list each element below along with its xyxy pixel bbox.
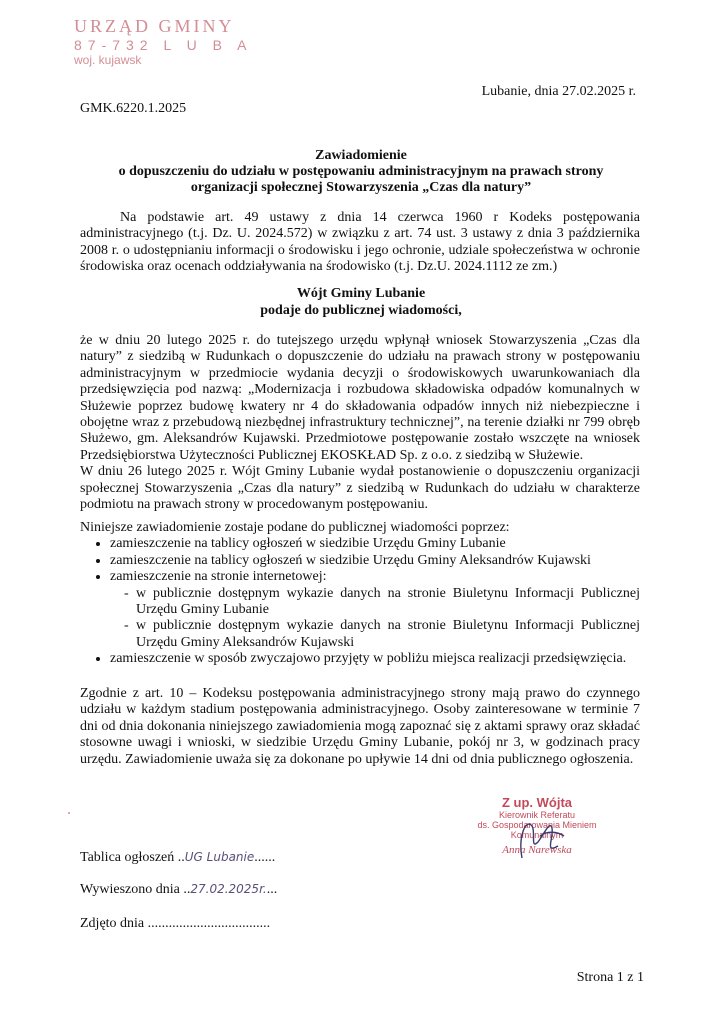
authority-heading [80, 285, 642, 319]
signature-name: Anna Narewska [502, 844, 572, 856]
signature-stamp [452, 796, 622, 856]
authority-line-1: Wójt Gminy Lubanie [296, 286, 426, 301]
case-reference: GMK.6220.1.2025 [80, 101, 187, 116]
notice-board-line: Tablica ogłoszeń ..UG Lubanie...... [80, 850, 276, 865]
body-paragraph-2: W dniu 26 lutego 2025 r. Wójt Gminy Lubanie wydał postanowienie o dopuszczeniu organizacji społecznej Stowarzyszenia „Czas dla natury” z siedzibą w Rudunkach do udziału w charakterze podmiotu na prawach strony w procedowanym postępowaniu. [80, 464, 640, 513]
notice-board-dots: ...... [254, 850, 276, 865]
publication-item [110, 569, 640, 651]
removed-date-dots: ................................... [147, 916, 271, 931]
publication-subitem: - w publicznie dostępnym wykazie danych na stronie Biuletynu Informacji Publicznej Urzędu Gminy Lubanie [124, 586, 640, 619]
publication-item: • zamieszczenie na tablicy ogłoszeń w siedzibie Urzędu Gminy Lubanie [110, 536, 640, 552]
page-number: Strona 1 z 1 [576, 970, 644, 985]
place-date: Lubanie, dnia 27.02.2025 r. [481, 84, 636, 99]
stamp-line-2: 87-732 L U B A [74, 37, 253, 53]
stamp-line-1: URZĄD GMINY [74, 16, 235, 36]
publication-section [80, 520, 640, 668]
publication-intro: Niniejsze zawiadomienie zostaje podane do publicznej wiadomości poprzez: [80, 520, 510, 535]
posted-date-handwritten: 27.02.2025r. [190, 882, 267, 896]
notice-board-handwritten: UG Lubanie [184, 850, 255, 864]
publication-item-label: zamieszczenie na stronie internetowej: [110, 569, 327, 585]
removed-date-line [80, 916, 270, 932]
posted-date-line: Wywieszono dnia ..27.02.2025r.... [80, 882, 278, 897]
stamp-line-3: woj. kujawsk [74, 53, 142, 67]
posted-date-label: Wywieszono dnia [80, 882, 180, 897]
publication-sublist [110, 586, 640, 652]
publication-subitem: - w publicznie dostępnym wykazie danych na stronie Biuletynu Informacji Publicznej Urzędu Gminy Aleksandrów Kujawski [124, 618, 640, 651]
title-line-2: o dopuszczeniu do udziału w postępowaniu administracyjnym na prawach strony [118, 164, 604, 179]
publication-list [80, 536, 640, 667]
removed-date-label: Zdjęto dnia [80, 916, 145, 931]
rights-paragraph [80, 686, 640, 768]
publication-item: • zamieszczenie na tablicy ogłoszeń w siedzibie Urzędu Gminy Aleksandrów Kujawski [110, 553, 640, 569]
title-line-1: Zawiadomienie [315, 148, 407, 163]
legal-basis-text: Na podstawie art. 49 ustawy z dnia 14 czerwca 1960 r Kodeks postępowania administracyjnego (t.j. Dz. U. 2024.572) w związku z art. 74 ust. 3 ustawy z dnia 3 października 2008 r. o udostępnianiu informacji o środowisku i jego ochronie, udziale społeczeństwa w ochronie środowiska oraz ocenach oddziaływania na środowisko (t.j. Dz.U. 2024.1112 ze zm.) [80, 210, 640, 275]
signature-line-2: Kierownik Referatu [498, 810, 576, 820]
title-line-3: organizacji społecznej Stowarzyszenia „Czas dla natury” [190, 180, 532, 195]
authority-line-2: podaje do publicznej wiadomości, [260, 303, 462, 318]
publication-item: • zamieszczenie w sposób zwyczajowo przyjęty w pobliżu miejsca realizacji przedsięwzięcia. [110, 651, 640, 667]
document-title [80, 148, 642, 196]
body-paragraph-1: że w dniu 20 lutego 2025 r. do tutejszego urzędu wpłynął wniosek Stowarzyszenia „Czas dla natury” z siedzibą w Rudunkach o dopuszczenie do udziału na prawach strony w postępowaniu administracyjnym w przedmiocie wydania decyzji o środowiskowych uwarunkowaniach dla przedsięwzięcia pod nazwą: „Modernizacja i rozbudowa składowiska odpadów komunalnych w Służewie poprzez budowę kwatery nr 4 do składowania odpadów innych niż niebezpieczne i obojętne wraz z przebudową niezbędnej infrastruktury technicznej”, na terenie działki nr 799 obręb Służewo, gm. Aleksandrów Kujawski. Przedmiotowe postępowanie zostało wszczęte na wniosek Przedsiębiorstwa Użyteczności Publicznej EKOSKŁAD Sp. z o.o. z siedzibą w Służewie. [80, 333, 640, 463]
posted-date-dots: ... [266, 882, 278, 897]
signature-line-3: ds. Gospodarowania Mieniem Komunalnym [477, 820, 597, 840]
notice-board-label: Tablica ogłoszeń [80, 850, 175, 865]
legal-basis-paragraph [80, 210, 640, 276]
notice-body [80, 333, 640, 513]
scan-mark [68, 812, 70, 814]
signature-line-1: Z up. Wójta [501, 795, 573, 810]
handwritten-signature-icon [492, 806, 582, 866]
rights-text: Zgodnie z art. 10 – Kodeksu postępowania administracyjnego strony mają prawo do czynnego udziału w każdym stadium postępowania administracyjnego. Osoby zainteresowane w terminie 7 dni od dnia dokonania niniejszego zawiadomienia mogą zapoznać się z aktami sprawy oraz składać stosowne uwagi i wnioski, w siedzibie Urzędu Gminy Lubanie, pokój nr 3, w godzinach pracy urzędu. Zawiadomienie uważa się za dokonane po upływie 14 dni od dnia publicznego ogłoszenia. [80, 686, 640, 767]
office-stamp [74, 16, 252, 67]
